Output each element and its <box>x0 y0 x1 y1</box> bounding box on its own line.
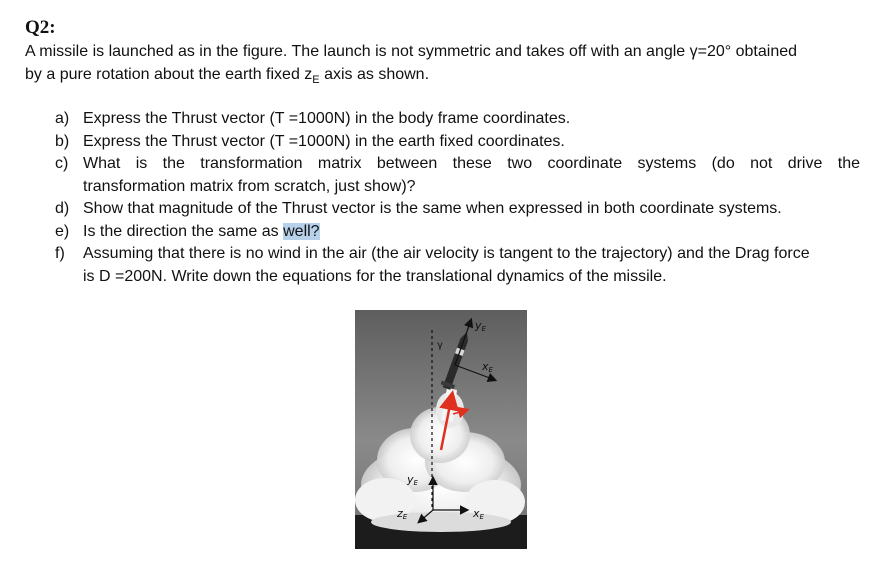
sub-question-text: Express the Thrust vector (T =1000N) in the body frame coordinates. <box>83 110 571 127</box>
sub-question-label: d) <box>55 200 70 217</box>
intro-line-2-sub: E <box>312 73 320 86</box>
intro-line-1: A missile is launched as in the figure. The launch is not symmetric and takes off with an angle γ=20° obtained <box>25 43 798 60</box>
sub-question-label: a) <box>55 110 70 127</box>
sub-question-text: Express the Thrust vector (T =1000N) in the earth fixed coordinates. <box>83 132 565 150</box>
selected-text-highlight[interactable]: well? <box>283 222 320 240</box>
question-intro <box>25 41 865 91</box>
question-title: Q2: <box>25 17 56 38</box>
sub-question-text-line1: Assuming that there is no wind in the air (the air velocity is tangent to the trajectory) and the Drag force <box>83 245 810 262</box>
earth-y-label: yE <box>407 473 418 487</box>
sub-question-list <box>55 108 860 288</box>
sub-question-b <box>55 131 860 154</box>
intro-line-2-pre: by a pure rotation about the earth fixed z <box>25 65 313 83</box>
sub-question-c <box>55 153 860 198</box>
missile-launch-photo <box>355 310 527 549</box>
sub-question-label: b) <box>55 132 70 150</box>
sub-question-text: Show that magnitude of the Thrust vector is the same when expressed in both coordinate systems. <box>83 200 782 217</box>
missile-launch-figure <box>355 310 527 549</box>
sub-question-text-line2: is D =200N. Write down the equations for the translational dynamics of the missile. <box>83 267 667 285</box>
sub-question-f <box>55 243 860 288</box>
sub-question-d <box>55 198 860 221</box>
sub-question-label: e) <box>55 222 70 240</box>
sub-question-text-line2: transformation matrix from scratch, just show)? <box>83 177 416 195</box>
sub-question-a <box>55 108 860 131</box>
earth-z-label: zE <box>397 507 408 521</box>
sub-question-text: Is the direction the same as <box>83 222 284 240</box>
intro-line-2 <box>25 64 865 92</box>
earth-x-label: xE <box>473 507 484 521</box>
sub-question-e <box>55 221 860 244</box>
sub-question-label: f) <box>55 245 65 262</box>
sub-question-text-line1: What is the transformation matrix between these two coordinate systems (do not drive the <box>83 155 860 172</box>
body-x-label: xE <box>482 360 493 374</box>
intro-line-2-post: axis as shown. <box>319 65 430 83</box>
sub-question-label: c) <box>55 155 69 172</box>
body-y-label: yE <box>475 319 486 333</box>
gamma-label: γ <box>437 340 443 351</box>
